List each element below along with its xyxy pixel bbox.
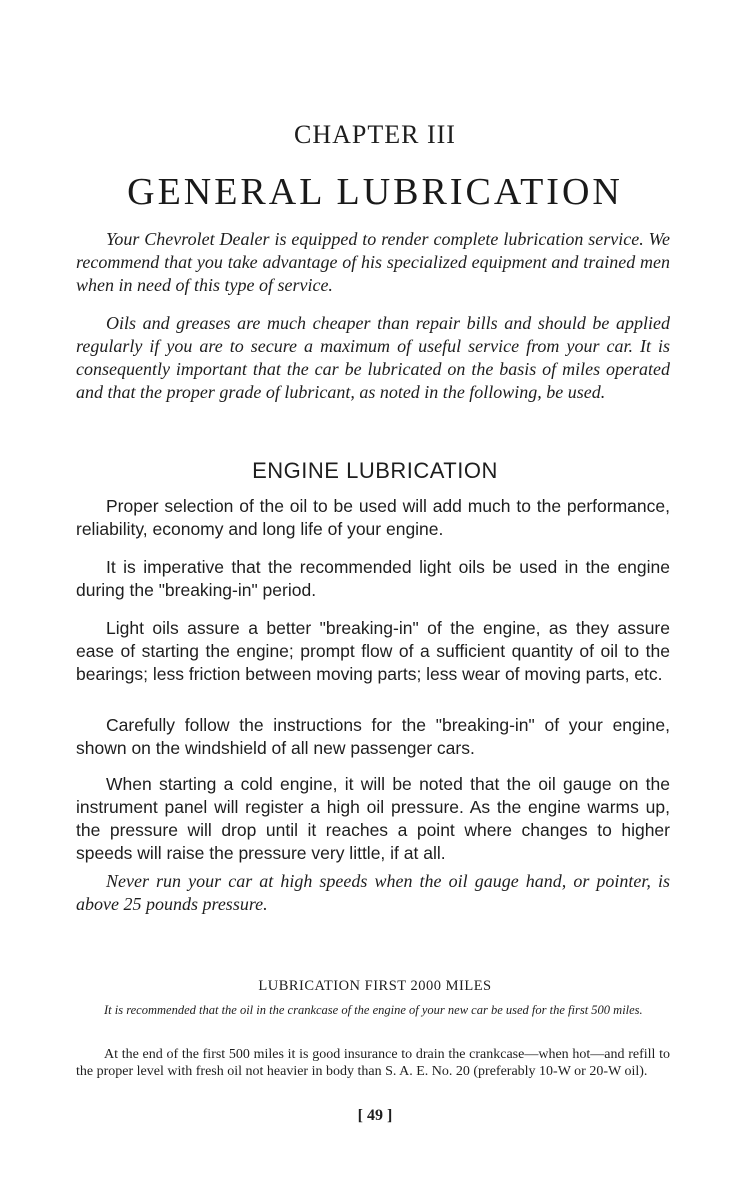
page-number-bracket-close: ] (387, 1107, 393, 1124)
first-2000-note-block (76, 1002, 670, 1019)
intro-paragraph-1: Your Chevrolet Dealer is equipped to render complete lubrication service. We recommend that you take advantage of his specialized equipment and trained men when in need of this type of service. (76, 229, 670, 295)
engine-paragraph-4-block (76, 714, 670, 760)
engine-paragraph-2: It is imperative that the recommended light oils be used in the engine during the "breaking-in" period. (76, 557, 670, 600)
engine-paragraph-3: Light oils assure a better "breaking-in" of the engine, as they assure ease of starting the engine; prompt flow of a sufficient quantity of oil to the bearings; less friction between moving parts; less wear of moving parts, etc. (76, 618, 670, 684)
page-number (0, 1107, 750, 1125)
engine-warning-block (76, 870, 670, 916)
engine-warning: Never run your car at high speeds when the oil gauge hand, or pointer, is above 25 pounds pressure. (76, 871, 670, 914)
page-number-bracket-open: [ (357, 1107, 363, 1124)
engine-lubrication-heading: ENGINE LUBRICATION (252, 458, 498, 483)
engine-paragraph-5-block (76, 773, 670, 865)
chapter-title: GENERAL LUBRICATION (127, 171, 623, 213)
engine-paragraph-5: When starting a cold engine, it will be noted that the oil gauge on the instrument panel will register a high oil pressure. As the engine warms up, the pressure will drop until it reaches a point where changes to higher speeds will raise the pressure very little, if at all. (76, 774, 670, 863)
first-2000-miles-heading: LUBRICATION FIRST 2000 MILES (258, 978, 492, 994)
intro-paragraph-1-block (76, 228, 670, 307)
first-2000-note: It is recommended that the oil in the crankcase of the engine of your new car be used for the first 500 miles. (104, 1003, 643, 1017)
intro-paragraph-2: Oils and greases are much cheaper than repair bills and should be applied regularly if you are to secure a maximum of useful service from your car. It is consequently important that the car be lubricated on the basis of miles operated and that the proper grade of lubricant, as noted in the following, be used. (76, 313, 670, 402)
chapter-label: CHAPTER III (294, 120, 456, 149)
engine-paragraph-3-block (76, 617, 670, 686)
first-2000-body-block (76, 1046, 670, 1080)
engine-paragraph-4: Carefully follow the instructions for the "breaking-in" of your engine, shown on the windshield of all new passenger cars. (76, 715, 670, 758)
engine-paragraph-1-block (76, 495, 670, 541)
page-number-value: 49 (367, 1107, 383, 1124)
intro-paragraph-2-block (76, 312, 670, 414)
first-2000-body: At the end of the first 500 miles it is good insurance to drain the crankcase—when hot—and refill to the proper level with fresh oil not heavier in body than S. A. E. No. 20 (preferably 10-W or 20-W oil). (76, 1047, 670, 1079)
engine-paragraph-2-block (76, 556, 670, 602)
engine-paragraph-1: Proper selection of the oil to be used will add much to the performance, reliability, economy and long life of your engine. (76, 496, 670, 539)
